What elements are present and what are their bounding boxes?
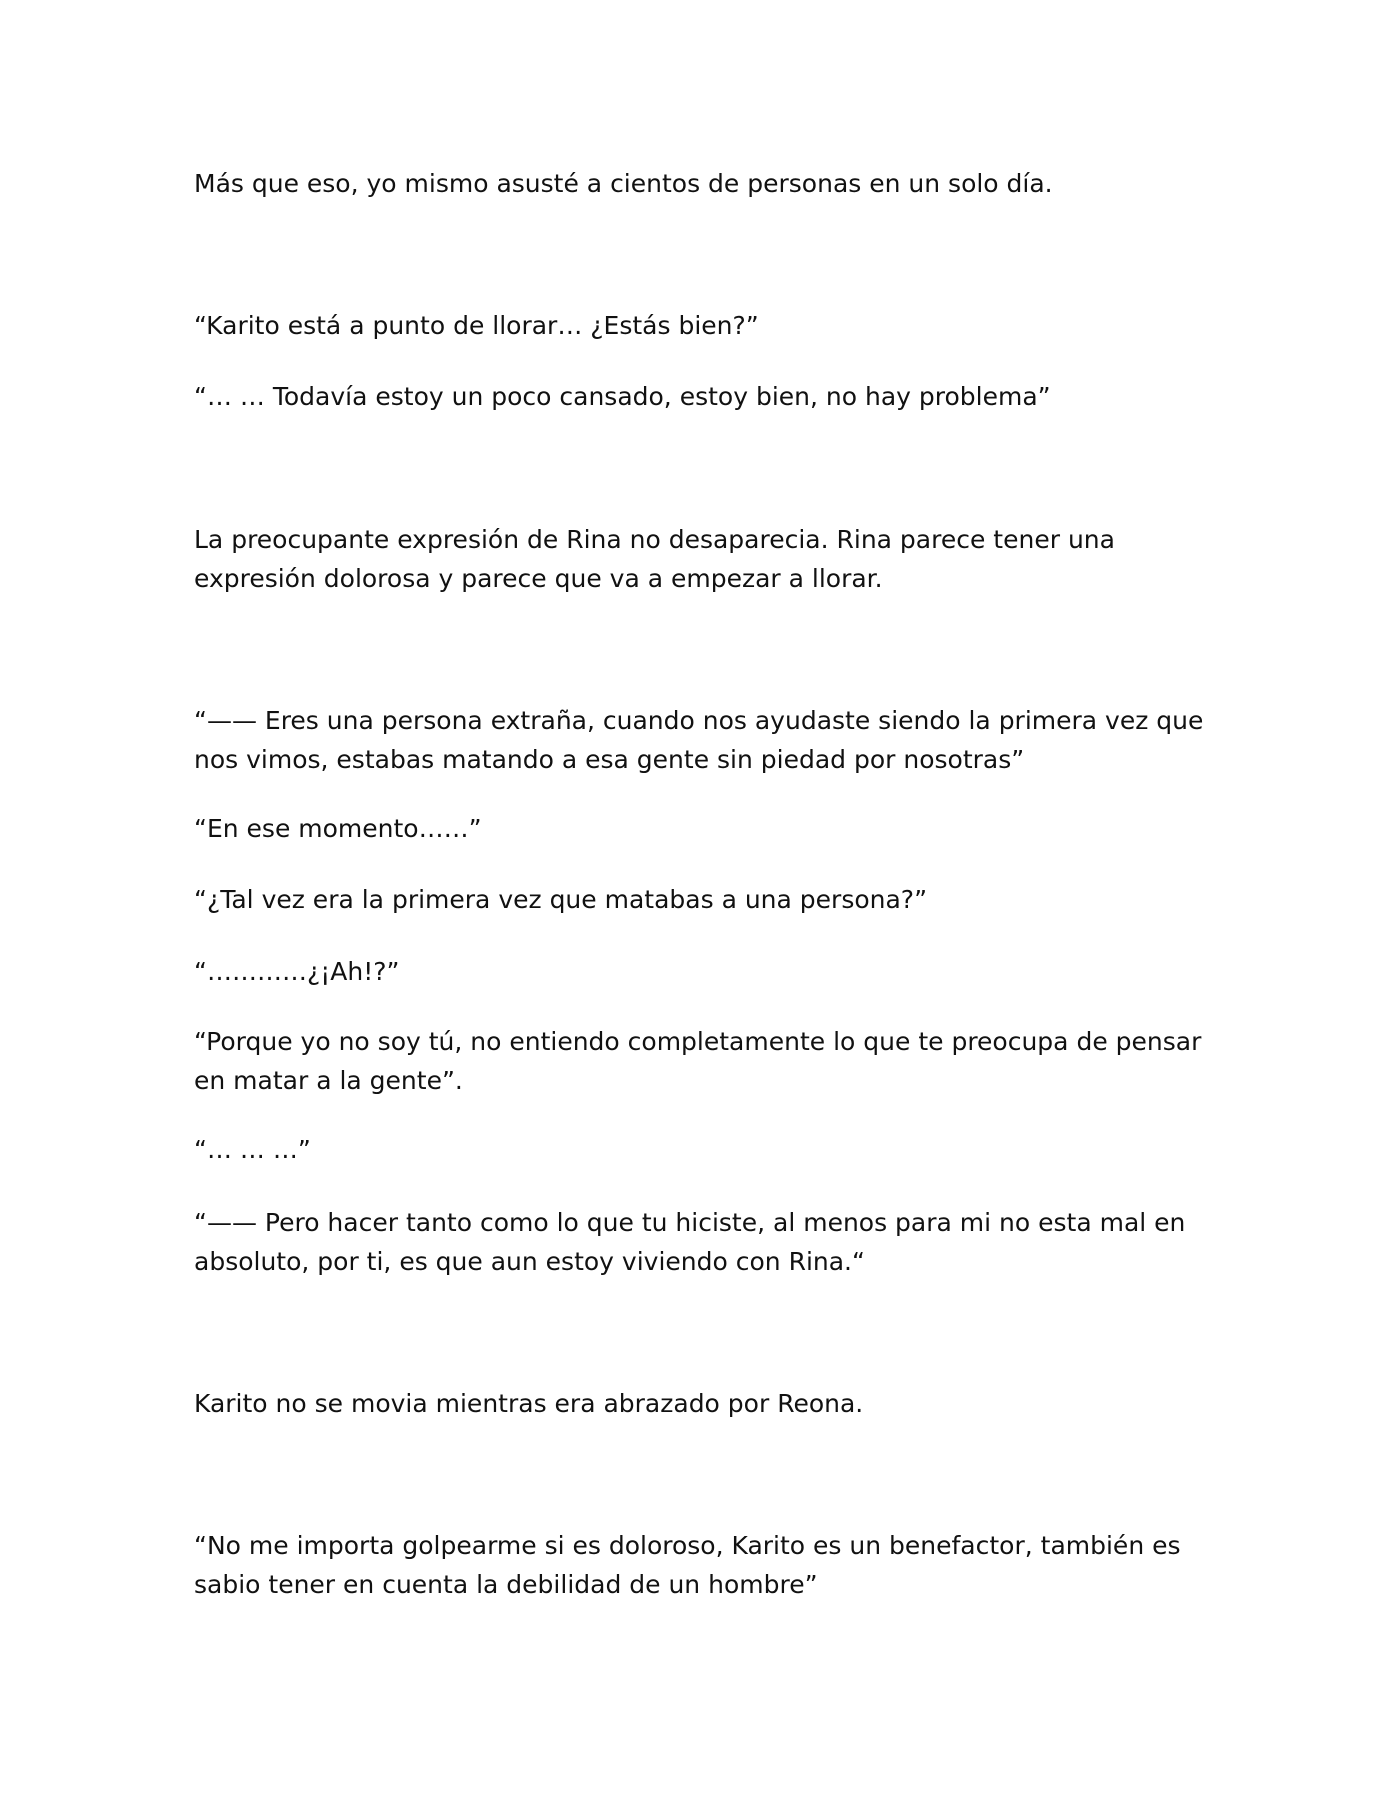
paragraph-9: “Porque yo no soy tú, no entiendo completamente lo que te preocupa de pensar en matar a la gente”. [194, 1027, 1202, 1095]
paragraph-13: “No me importa golpearme si es doloroso, Karito es un benefactor, también es sabio tener en cuenta la debilidad de un hombre” [194, 1531, 1181, 1599]
paragraph-4: La preocupante expresión de Rina no desaparecia. Rina parece tener una expresión dolorosa y parece que va a empezar a llorar. [194, 525, 1115, 593]
paragraph-2: “Karito está a punto de llorar… ¿Estás bien?” [194, 311, 759, 340]
paragraph-6: “En ese momento……” [194, 814, 482, 843]
paragraph-10: “… … …” [194, 1135, 311, 1164]
paragraph-8: “…………¿¡Ah!?” [194, 957, 400, 986]
paragraph-5: “—— Eres una persona extraña, cuando nos ayudaste siendo la primera vez que nos vimos, estabas matando a esa gente sin piedad por nosotras” [194, 706, 1204, 774]
paragraph-11: “—— Pero hacer tanto como lo que tu hiciste, al menos para mi no esta mal en absoluto, por ti, es que aun estoy viviendo con Rina.“ [194, 1208, 1186, 1276]
paragraph-7: “¿Tal vez era la primera vez que matabas a una persona?” [194, 885, 928, 914]
paragraph-1: Más que eso, yo mismo asusté a cientos de personas en un solo día. [194, 169, 1053, 198]
paragraph-3: “… … Todavía estoy un poco cansado, estoy bien, no hay problema” [194, 382, 1051, 411]
paragraph-12: Karito no se movia mientras era abrazado por Reona. [194, 1389, 864, 1418]
